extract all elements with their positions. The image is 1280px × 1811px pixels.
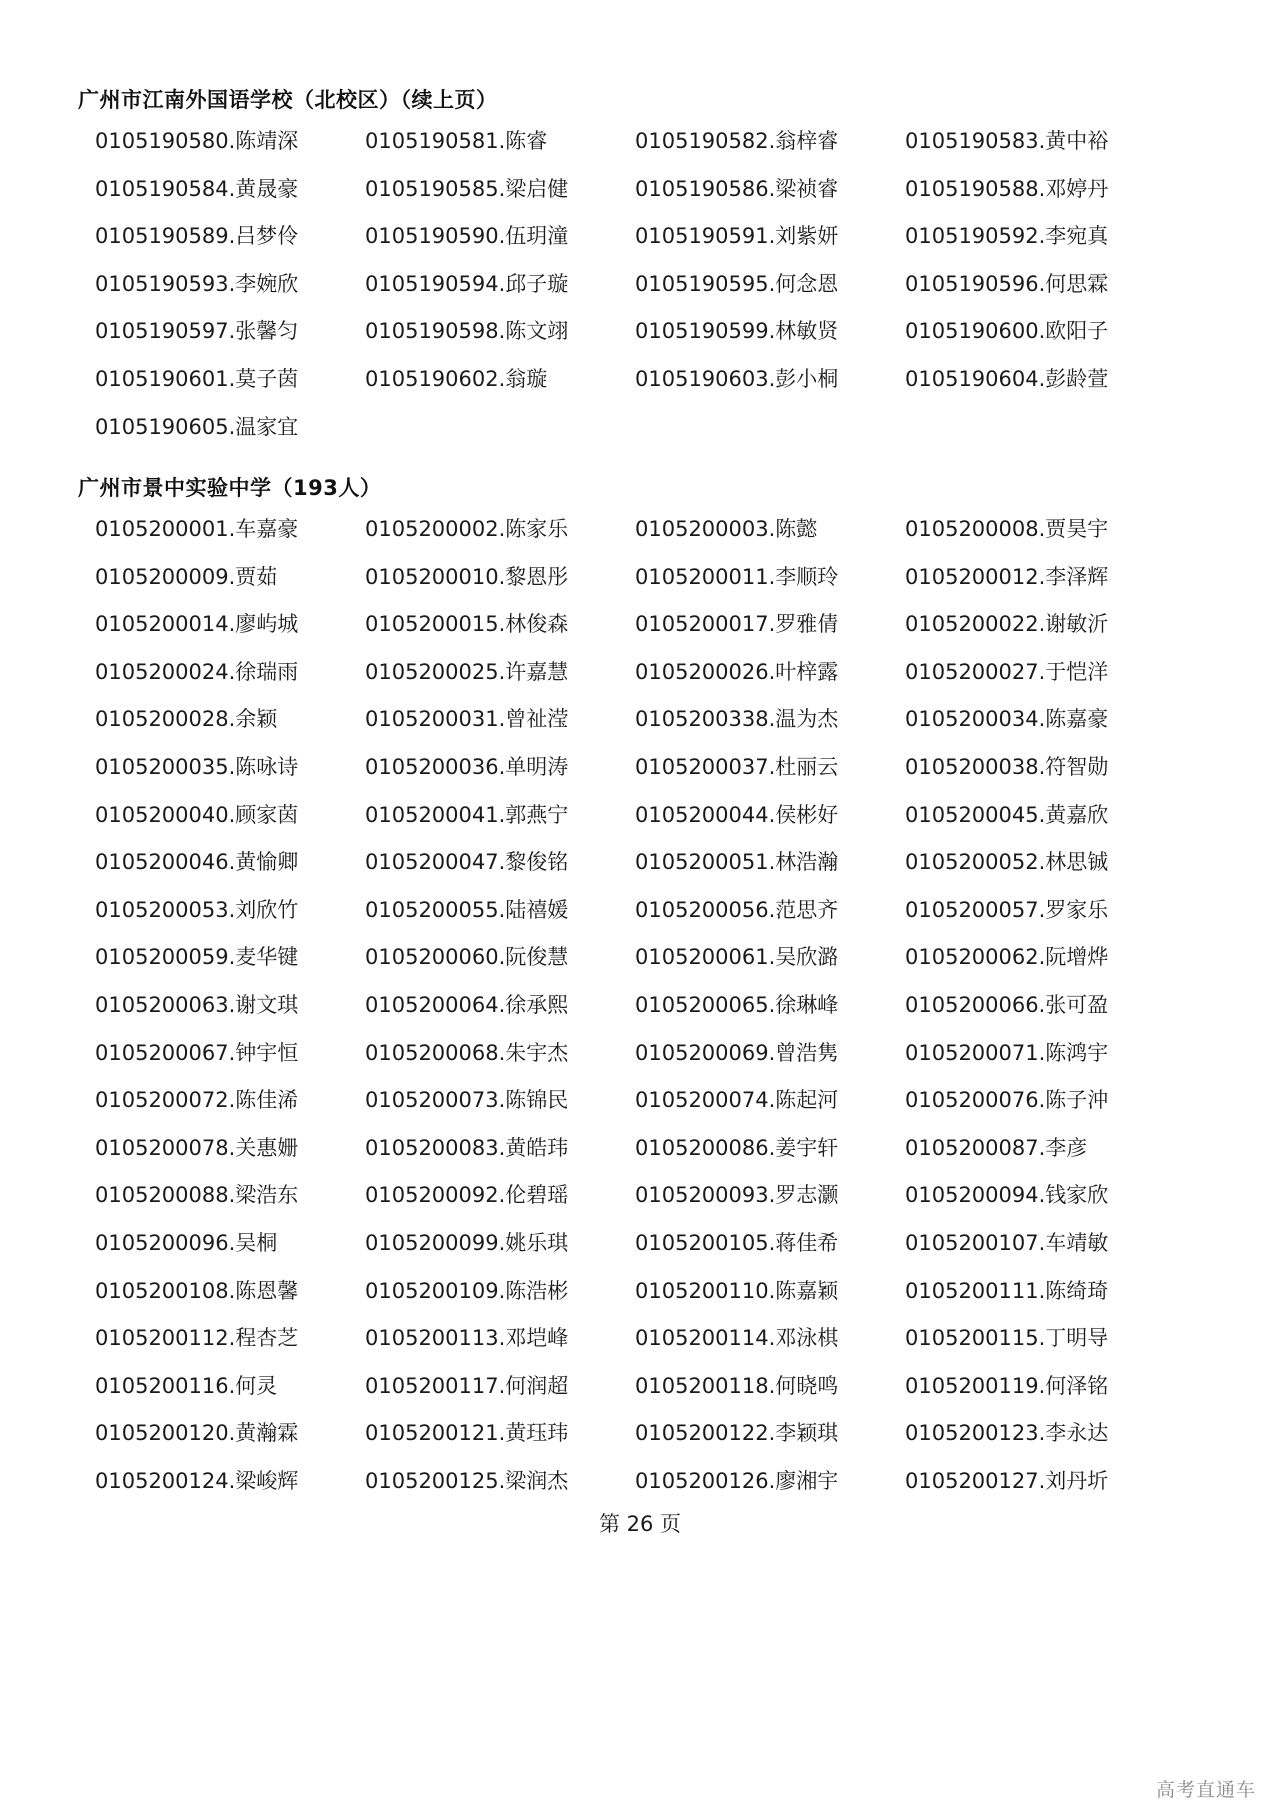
list-row: [95, 1418, 1195, 1466]
list-item: 0105190588.邓婷丹: [905, 176, 1109, 201]
list-item: 0105190596.何思霖: [905, 271, 1109, 296]
list-item: 0105200099.姚乐琪: [365, 1230, 569, 1255]
list-item: 0105200109.陈浩彬: [365, 1278, 569, 1303]
list-item: 0105200112.程杏芝: [95, 1326, 299, 1351]
list-item: 0105200038.符智勋: [905, 754, 1109, 779]
list-item: 0105190590.伍玥潼: [365, 224, 569, 249]
list-item: 0105200107.车靖敏: [905, 1230, 1109, 1255]
list-item: 0105200002.陈家乐: [365, 517, 569, 541]
list-item: 0105190593.李婉欣: [95, 271, 299, 296]
list-item: 0105200123.李永达: [905, 1421, 1109, 1446]
list-item: 0105200065.徐琳峰: [635, 992, 839, 1017]
list-item: 0105200125.梁润杰: [365, 1468, 569, 1493]
section-title-jiangnan: 广州市江南外国语学校（北校区）（续上页）: [78, 88, 498, 112]
list-item: 0105200011.李顺玲: [635, 564, 839, 589]
list-row: [95, 1228, 1195, 1276]
list-item: 0105200031.曾祉滢: [365, 707, 569, 732]
list-item: 0105190600.欧阳子: [905, 319, 1109, 344]
list-item: 0105200096.吴桐: [95, 1230, 278, 1255]
list-item: 0105200068.朱宇杰: [365, 1040, 569, 1065]
list-item: 0105200010.黎恩彤: [365, 564, 569, 589]
list-item: 0105200110.陈嘉颖: [635, 1278, 839, 1303]
list-item: 0105190591.刘紫妍: [635, 224, 839, 249]
list-item: 0105190604.彭龄萱: [905, 366, 1109, 391]
list-item: 0105200047.黎俊铭: [365, 850, 569, 875]
list-item: 0105190586.梁祯睿: [635, 176, 839, 201]
list-item: 0105200045.黄嘉欣: [905, 802, 1109, 827]
list-item: 0105200120.黄瀚霖: [95, 1421, 299, 1446]
list-item: 0105200037.杜丽云: [635, 754, 839, 779]
list-item: 0105200027.于恺洋: [905, 659, 1109, 684]
list-item: 0105200017.罗雅倩: [635, 612, 839, 637]
list-item: 0105200119.何泽铭: [905, 1373, 1109, 1398]
list-item: 0105200024.徐瑞雨: [95, 659, 299, 684]
list-item: 0105200052.林思铖: [905, 850, 1109, 875]
list-row: [95, 316, 1195, 364]
list-item: 0105190589.吕梦伶: [95, 224, 299, 249]
list-item: 0105190597.张馨匀: [95, 319, 299, 344]
list-item: 0105190582.翁梓睿: [635, 129, 839, 153]
list-item: 0105200053.刘欣竹: [95, 897, 299, 922]
list-item: 0105200118.何晓鸣: [635, 1373, 839, 1398]
list-item: 0105190580.陈靖深: [95, 129, 299, 153]
list-item: 0105200114.邓泳棋: [635, 1326, 839, 1351]
list-item: 0105200051.林浩瀚: [635, 850, 839, 875]
list-item: 0105200066.张可盈: [905, 992, 1109, 1017]
list-item: 0105200088.梁浩东: [95, 1183, 299, 1208]
list-item: 0105200108.陈恩馨: [95, 1278, 299, 1303]
list-item: 0105190594.邱子璇: [365, 271, 569, 296]
list-item: 0105200063.谢文琪: [95, 992, 299, 1017]
list-item: 0105200008.贾昊宇: [905, 517, 1109, 541]
list-row: [95, 895, 1195, 943]
list-item: 0105190585.梁启健: [365, 176, 569, 201]
list-row: [95, 657, 1195, 705]
list-row: [95, 1323, 1195, 1371]
page-number: 第 26 页: [598, 1512, 682, 1536]
list-row: [95, 990, 1195, 1038]
list-item: 0105200111.陈绮琦: [905, 1278, 1109, 1303]
list-item: 0105200046.黄愉卿: [95, 850, 299, 875]
list-row: [95, 752, 1195, 800]
list-item: 0105200072.陈佳浠: [95, 1088, 299, 1113]
list-row: [95, 174, 1195, 222]
list-item: 0105200022.谢敏沂: [905, 612, 1109, 637]
list-item: 0105190592.李宛真: [905, 224, 1109, 249]
list-item: 0105200094.钱家欣: [905, 1183, 1109, 1208]
list-item: 0105200062.阮增烨: [905, 945, 1109, 970]
list-item: 0105190583.黄中裕: [905, 129, 1109, 153]
list-item: 0105200076.陈子沖: [905, 1088, 1109, 1113]
list-row: [95, 1038, 1195, 1086]
list-item: 0105200061.吴欣潞: [635, 945, 839, 970]
list-row: [95, 1085, 1195, 1133]
list-item: 0105200025.许嘉慧: [365, 659, 569, 684]
student-list-jingzhong: [95, 514, 1195, 1513]
list-row: [95, 1466, 1195, 1514]
list-item: 0105200121.黄珏玮: [365, 1421, 569, 1446]
list-row: [95, 269, 1195, 317]
list-row: [95, 1371, 1195, 1419]
list-item: 0105200113.邓垲峰: [365, 1326, 569, 1351]
list-row: [95, 126, 1195, 174]
list-item: 0105200069.曾浩隽: [635, 1040, 839, 1065]
list-item: 0105200087.李彦: [905, 1135, 1088, 1160]
list-row: [95, 609, 1195, 657]
list-item: 0105200074.陈起河: [635, 1088, 839, 1113]
list-row: [95, 364, 1195, 412]
list-item: 0105200093.罗志灏: [635, 1183, 839, 1208]
list-item: 0105200055.陆禧媛: [365, 897, 569, 922]
list-item: 0105190601.莫子茵: [95, 366, 299, 391]
list-item: 0105190599.林敏贤: [635, 319, 839, 344]
list-item: 0105200056.范思齐: [635, 897, 839, 922]
list-item: 0105200092.伦碧瑶: [365, 1183, 569, 1208]
list-row: [95, 221, 1195, 269]
list-item: 0105200026.叶梓露: [635, 659, 839, 684]
list-item: 0105200073.陈锦民: [365, 1088, 569, 1113]
list-item: 0105200078.关惠姗: [95, 1135, 299, 1160]
list-item: 0105200086.姜宇轩: [635, 1135, 839, 1160]
list-item: 0105200035.陈咏诗: [95, 754, 299, 779]
list-item: 0105200012.李泽辉: [905, 564, 1109, 589]
list-row: [95, 1276, 1195, 1324]
list-item: 0105200057.罗家乐: [905, 897, 1109, 922]
list-row: [95, 514, 1195, 562]
section-title-jingzhong: 广州市景中实验中学（193人）: [78, 476, 382, 500]
list-item: 0105200009.贾茹: [95, 564, 278, 589]
list-item: 0105200028.余颖: [95, 707, 278, 732]
list-item: 0105200124.梁峻辉: [95, 1468, 299, 1493]
list-item: 0105190598.陈文翊: [365, 319, 569, 344]
student-list-jiangnan: [95, 126, 1195, 459]
list-item: 0105190581.陈睿: [365, 129, 548, 153]
list-item: 0105200122.李颖琪: [635, 1421, 839, 1446]
watermark: 高考直通车: [1155, 1779, 1256, 1801]
list-item: 0105190603.彭小桐: [635, 366, 839, 391]
list-item: 0105200036.单明涛: [365, 754, 569, 779]
list-row: [95, 1133, 1195, 1181]
list-item: 0105200126.廖湘宇: [635, 1468, 839, 1493]
list-item: 0105200067.钟宇恒: [95, 1040, 299, 1065]
list-item: 0105200040.顾家茵: [95, 802, 299, 827]
list-item: 0105200071.陈鸿宇: [905, 1040, 1109, 1065]
list-item: 0105200338.温为杰: [635, 707, 839, 732]
list-item: 0105200116.何灵: [95, 1373, 278, 1398]
list-item: 0105190602.翁璇: [365, 366, 548, 391]
list-item: 0105200115.丁明导: [905, 1326, 1109, 1351]
list-item: 0105200059.麦华键: [95, 945, 299, 970]
list-item: 0105200083.黄皓玮: [365, 1135, 569, 1160]
list-item: 0105200041.郭燕宁: [365, 802, 569, 827]
list-item: 0105200060.阮俊慧: [365, 945, 569, 970]
list-row: [95, 562, 1195, 610]
list-item: 0105190605.温家宜: [95, 414, 299, 439]
list-item: 0105200003.陈懿: [635, 517, 818, 541]
list-item: 0105200001.车嘉豪: [95, 517, 299, 541]
list-row: [95, 847, 1195, 895]
list-item: 0105200015.林俊森: [365, 612, 569, 637]
list-row: [95, 412, 1195, 460]
list-item: 0105200105.蒋佳希: [635, 1230, 839, 1255]
list-item: 0105190584.黄晟豪: [95, 176, 299, 201]
list-item: 0105200064.徐承熙: [365, 992, 569, 1017]
list-item: 0105200127.刘丹圻: [905, 1468, 1109, 1493]
list-item: 0105200014.廖屿城: [95, 612, 299, 637]
list-item: 0105200034.陈嘉豪: [905, 707, 1109, 732]
list-item: 0105200117.何润超: [365, 1373, 569, 1398]
list-item: 0105200044.侯彬好: [635, 802, 839, 827]
list-row: [95, 704, 1195, 752]
list-row: [95, 800, 1195, 848]
list-row: [95, 1180, 1195, 1228]
list-item: 0105190595.何念恩: [635, 271, 839, 296]
list-row: [95, 942, 1195, 990]
